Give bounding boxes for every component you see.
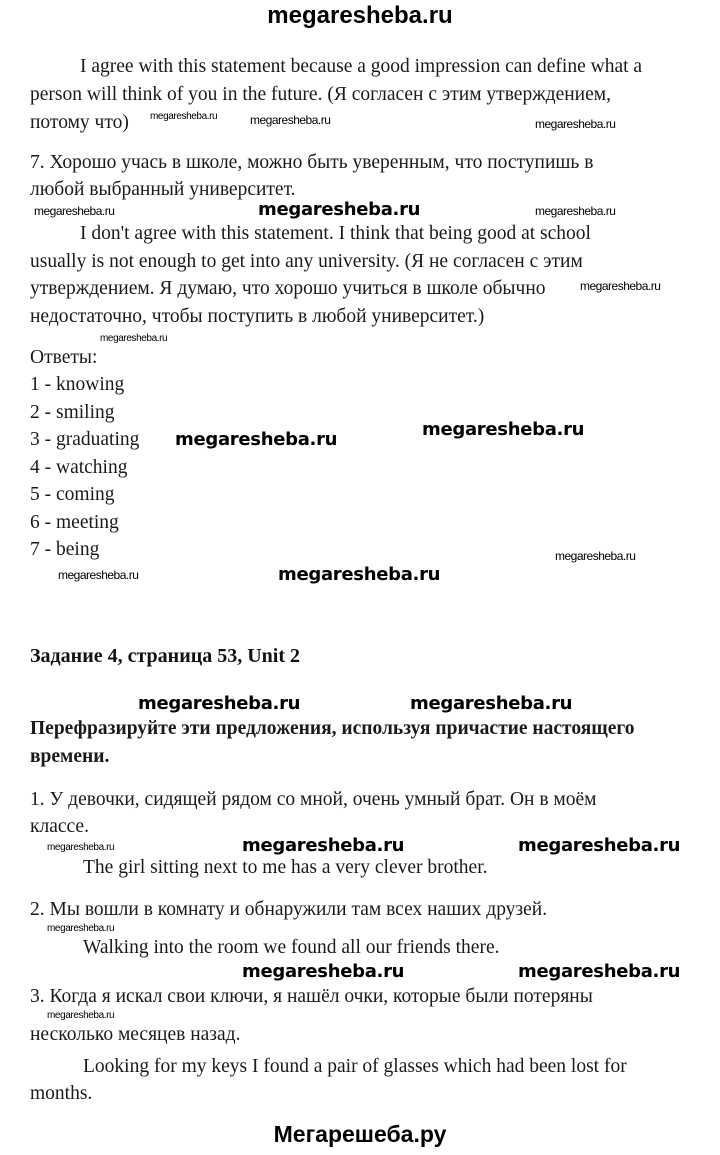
answer-list-item: 7 - being (30, 539, 100, 560)
answer-6-line-3: потому что) (30, 112, 129, 133)
watermark-bold: megaresheba.ru (242, 835, 405, 856)
site-brand-footer[interactable]: Мегарешеба.ру (273, 1121, 447, 1147)
answer-list-item: 5 - coming (30, 484, 115, 505)
answers-title: Ответы: (30, 347, 98, 368)
task-item-1-answer: The girl sitting next to me has a very clever brother. (83, 857, 488, 878)
answer-7-line-4: недостаточно, чтобы поступить в любой университет.) (30, 306, 485, 327)
watermark: megaresheba.ru (47, 842, 115, 853)
watermark-bold: megaresheba.ru (422, 419, 585, 440)
answer-list-item: 1 - knowing (30, 374, 125, 395)
watermark: megaresheba.ru (47, 1010, 115, 1021)
task-instruction-line-2: времени. (30, 746, 110, 767)
task-item-2-answer: Walking into the room we found all our friends there. (83, 937, 500, 958)
task-instruction-line-1: Перефразируйте эти предложения, используя причастие настоящего (30, 718, 635, 739)
task-item-3-question-line-1: 3. Когда я искал свои ключи, я нашёл очки, которые были потеряны (30, 986, 593, 1007)
item-7-line-2: любой выбранный университет. (30, 179, 296, 200)
task-item-1-question-line-1: 1. У девочки, сидящей рядом со мной, очень умный брат. Он в моём (30, 789, 597, 810)
answer-list-item: 6 - meeting (30, 512, 119, 533)
site-brand-header[interactable]: megaresheba.ru (267, 2, 453, 29)
watermark: megaresheba.ru (47, 923, 115, 934)
answer-7-line-1: I don't agree with this statement. I think that being good at school (80, 223, 591, 244)
watermark: megaresheba.ru (58, 568, 139, 582)
watermark-bold: megaresheba.ru (242, 961, 405, 982)
answer-7-line-2: usually is not enough to get into any university. (Я не согласен с этим (30, 251, 583, 272)
item-7-line-1: 7. Хорошо учась в школе, можно быть уверенным, что поступишь в (30, 152, 594, 173)
task-item-3-answer-line-1: Looking for my keys I found a pair of glasses which had been lost for (83, 1056, 627, 1077)
answer-6-line-1: I agree with this statement because a good impression can define what a (80, 56, 643, 77)
watermark-bold: megaresheba.ru (258, 199, 421, 220)
watermark-bold: megaresheba.ru (410, 693, 573, 714)
task-item-2-question-line-1: 2. Мы вошли в комнату и обнаружили там всех наших друзей. (30, 899, 548, 920)
watermark: megaresheba.ru (535, 117, 616, 131)
answer-list-item: 4 - watching (30, 457, 128, 478)
task-item-3-question-line-2: несколько месяцев назад. (30, 1024, 241, 1045)
answer-list-item: 2 - smiling (30, 402, 115, 423)
watermark-bold: megaresheba.ru (518, 961, 681, 982)
watermark: megaresheba.ru (250, 113, 331, 127)
watermark-bold: megaresheba.ru (175, 429, 338, 450)
watermark-bold: megaresheba.ru (278, 564, 441, 585)
task-item-1-question-line-2: классе. (30, 816, 89, 837)
watermark: megaresheba.ru (555, 549, 636, 563)
watermark: megaresheba.ru (150, 111, 218, 122)
watermark-bold: megaresheba.ru (138, 693, 301, 714)
watermark: megaresheba.ru (100, 333, 168, 344)
task-item-3-answer-line-2: months. (30, 1083, 93, 1104)
watermark: megaresheba.ru (535, 204, 616, 218)
watermark: megaresheba.ru (580, 279, 661, 293)
answer-6-line-2: person will think of you in the future. (Я согласен с этим утверждением, (30, 84, 611, 105)
watermark: megaresheba.ru (34, 204, 115, 218)
task-heading: Задание 4, страница 53, Unit 2 (30, 645, 301, 667)
answer-list-item: 3 - graduating (30, 429, 140, 450)
answer-7-line-3: утверждением. Я думаю, что хорошо учиться в школе обычно (30, 278, 546, 299)
watermark-bold: megaresheba.ru (518, 835, 681, 856)
